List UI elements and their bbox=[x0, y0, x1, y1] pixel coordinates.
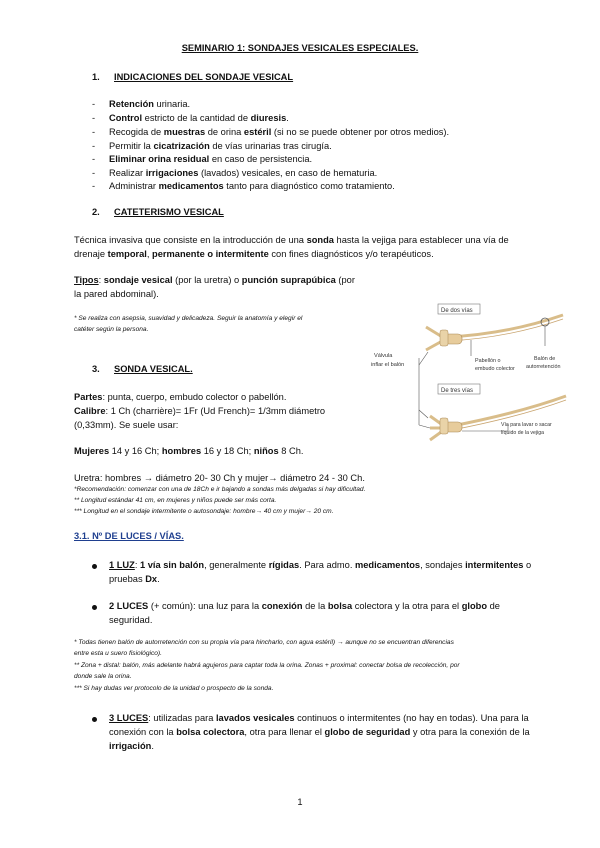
section-1-heading bbox=[92, 72, 293, 82]
list-item: - Control estricto de la cantidad de diuresis. bbox=[92, 113, 289, 123]
text-run: (si no se puede obtener por otros medios). bbox=[271, 127, 450, 137]
text-run: permanente o intermitente bbox=[152, 249, 269, 259]
partes-line bbox=[74, 390, 286, 404]
text-run: : bbox=[98, 275, 104, 285]
pavilion-label: Pabellón o bbox=[475, 358, 501, 364]
balloon-label: Balón de bbox=[534, 356, 556, 362]
text-run: irrigaciones bbox=[145, 168, 199, 178]
text-run: cicatrización bbox=[153, 141, 210, 151]
bullet-dot bbox=[92, 717, 97, 722]
text-run: 16 y 18 Ch; bbox=[201, 446, 254, 456]
text-run: 8 Ch. bbox=[278, 446, 304, 456]
text-run: de bbox=[487, 601, 500, 611]
text-run: niños bbox=[253, 446, 279, 456]
list-item: - Retención urinaria. bbox=[92, 99, 191, 109]
list-item: - Realizar irrigaciones (lavados) vesicales, en caso de hematuria. bbox=[92, 168, 378, 178]
luz1-line bbox=[109, 558, 531, 572]
list-item: - Eliminar orina residual en caso de persistencia. bbox=[92, 154, 313, 164]
tipos-line: la pared abdominal). bbox=[74, 289, 159, 299]
text-run: intermitentes bbox=[465, 560, 524, 570]
text-run: : utilizadas para bbox=[148, 713, 216, 723]
calibre-line: (0,33mm). Se suele usar: bbox=[74, 420, 179, 430]
text-run: estéril bbox=[243, 127, 272, 137]
page-title: SEMINARIO 1: SONDAJES VESICALES ESPECIALES. bbox=[181, 43, 419, 53]
text-run: Partes bbox=[74, 392, 103, 402]
list-item: - Permitir la cicatrización de vías urinarias tras cirugía. bbox=[92, 141, 332, 151]
note: *** Si hay dudas ver protocolo de la unidad o prospecto de la sonda. bbox=[74, 685, 274, 692]
three-way-label: De tres vías bbox=[441, 388, 474, 394]
wash-label-2: líquido de la vejiga bbox=[501, 430, 544, 436]
note: ** Zona + distal: balón, más adelante habrá agujeros para captar toda la orina. Zonas + proximal: conectar bolsa de recolección, por bbox=[74, 662, 460, 669]
page-number: 1 bbox=[297, 797, 303, 807]
note: catéter según la persona. bbox=[74, 326, 149, 333]
balloon-label-2: autorretención bbox=[526, 364, 561, 370]
text-run: Calibre bbox=[74, 406, 106, 416]
text-run: Recogida de bbox=[109, 127, 164, 137]
text-run: . Para admo. bbox=[299, 560, 355, 570]
text-run: Retención bbox=[109, 99, 154, 109]
text-run: , generalmente bbox=[204, 560, 269, 570]
text-run: : bbox=[134, 560, 140, 570]
text-run: rígidas bbox=[268, 560, 300, 570]
text-run: . bbox=[286, 113, 289, 123]
note: ** Longitud estándar 41 cm, en mujeres y niños puede ser más corta. bbox=[74, 497, 277, 504]
text-run: drenaje bbox=[74, 249, 108, 259]
text-run: continuos o intermitentes (no hay en todas). Una para la bbox=[294, 713, 529, 723]
section-2-heading bbox=[92, 207, 224, 217]
text-run: sondaje vesical bbox=[103, 275, 173, 285]
section-3-heading bbox=[92, 364, 193, 374]
text-run: Dx bbox=[145, 574, 158, 584]
subsection-3-1-heading: 3.1. Nº DE LUCES / VÍAS. bbox=[74, 531, 184, 541]
text-run: 2 LUCES bbox=[109, 601, 149, 611]
text-run: globo bbox=[461, 601, 488, 611]
text-run: de vías urinarias tras cirugía. bbox=[209, 141, 332, 151]
sizes-line bbox=[74, 444, 303, 458]
text-run: (por bbox=[335, 275, 355, 285]
text-run: Tipos bbox=[74, 275, 99, 285]
text-run: conexión bbox=[261, 601, 303, 611]
paragraph-line bbox=[74, 247, 434, 261]
text-run: medicamentos bbox=[158, 181, 224, 191]
calibre-line bbox=[74, 404, 325, 418]
text-run: conexión con la bbox=[109, 727, 177, 737]
text-run: Eliminar orina residual bbox=[109, 154, 210, 164]
uretra-line: Uretra: hombres → diámetro 20- 30 Ch y mujer→ diámetro 24 - 30 Ch. bbox=[74, 473, 365, 483]
luz3-line bbox=[109, 739, 154, 753]
text-run: Mujeres bbox=[74, 446, 110, 456]
text-run: bolsa colectora bbox=[176, 727, 245, 737]
text-run: tanto para diagnóstico como tratamiento. bbox=[223, 181, 395, 191]
section-1-label: INDICACIONES DEL SONDAJE VESICAL bbox=[114, 72, 294, 82]
text-run: lavados vesicales bbox=[215, 713, 295, 723]
text-run: medicamentos bbox=[354, 560, 421, 570]
text-run: Realizar bbox=[109, 168, 146, 178]
text-run: globo de seguridad bbox=[324, 727, 411, 737]
section-3-number: 3. bbox=[92, 364, 100, 374]
text-run: 1 vía sin balón bbox=[140, 560, 205, 570]
valve-label: Válvula bbox=[374, 353, 393, 359]
text-run: colectora y la otra para el bbox=[352, 601, 462, 611]
text-run: temporal bbox=[107, 249, 147, 259]
note: donde sale la orina. bbox=[74, 673, 132, 680]
wash-label: Vía para lavar o sacar bbox=[501, 422, 552, 428]
catheter-figure bbox=[368, 300, 570, 450]
bullet-dot bbox=[92, 564, 97, 569]
text-run: diuresis bbox=[250, 113, 287, 123]
text-run: sonda bbox=[306, 235, 334, 245]
text-run: hombres bbox=[161, 446, 202, 456]
text-run: (+ común): una luz para la bbox=[148, 601, 262, 611]
list-item: - Administrar medicamentos tanto para diagnóstico como tratamiento. bbox=[92, 181, 395, 191]
section-3-label: SONDA VESICAL. bbox=[114, 364, 193, 374]
text-run: estricto de la cantidad de bbox=[142, 113, 251, 123]
tipos-line bbox=[74, 273, 355, 287]
note: * Se realiza con asepsia, suavidad y delicadeza. Seguir la anatomía y elegir el bbox=[74, 315, 303, 322]
bullet-dot bbox=[92, 605, 97, 610]
text-run: (lavados) vesicales, en caso de hematuria. bbox=[198, 168, 378, 178]
text-run: de la bbox=[302, 601, 328, 611]
valve-label-2: inflar el balón bbox=[371, 362, 405, 368]
text-run: Técnica invasiva que consiste en la introducción de una bbox=[74, 235, 307, 245]
text-run: punción suprapúbica bbox=[241, 275, 336, 285]
text-run: hasta la vejiga para establecer una vía de bbox=[333, 235, 509, 245]
text-run: urinaria. bbox=[153, 99, 191, 109]
text-run: pruebas bbox=[109, 574, 146, 584]
note: * Todas tienen balón de autorretención con su propia vía para hincharlo, con agua estéril) → aunque no se encuentran diferencias bbox=[74, 639, 454, 646]
note: *Recomendación: comenzar con una de 18Ch e ir bajando a sondas más delgadas si hay dificultad. bbox=[74, 486, 366, 493]
text-run: (por la uretra) o bbox=[172, 275, 242, 285]
note: *** Longitud en el sondaje intermitente o autosondaje: hombre→ 40 cm y mujer→ 20 cm. bbox=[74, 508, 334, 515]
text-run: : punta, cuerpo, embudo colector o pabellón. bbox=[102, 392, 287, 402]
text-run: , otra para llenar el bbox=[244, 727, 325, 737]
luz2-line bbox=[109, 599, 500, 613]
text-run: irrigación bbox=[109, 741, 152, 751]
text-run: o bbox=[523, 560, 532, 570]
text-run: Permitir la bbox=[109, 141, 154, 151]
list-item: - Recogida de muestras de orina estéril (si no se puede obtener por otros medios). bbox=[92, 127, 450, 137]
text-run: : 1 Ch (charrière)= 1Fr (Ud French)= 1/3mm diámetro bbox=[105, 406, 326, 416]
text-run: . bbox=[151, 741, 154, 751]
text-run: . bbox=[157, 574, 160, 584]
text-run: muestras bbox=[163, 127, 206, 137]
text-run: 3 LUCES bbox=[109, 713, 149, 723]
section-2-label: CATETERISMO VESICAL bbox=[114, 207, 224, 217]
text-run: , bbox=[146, 249, 153, 259]
text-run: , sondajes bbox=[420, 560, 466, 570]
luz2-line: seguridad. bbox=[109, 615, 153, 625]
text-run: en caso de persistencia. bbox=[209, 154, 313, 164]
section-1-number: 1. bbox=[92, 72, 100, 82]
text-run: y otra para la conexión de la bbox=[410, 727, 530, 737]
text-run: 1 LUZ bbox=[109, 560, 135, 570]
text-run: Control bbox=[109, 113, 143, 123]
two-way-label: De dos vías bbox=[441, 308, 473, 314]
note: entre esta u suero fisiológico). bbox=[74, 650, 162, 657]
text-run: de orina bbox=[205, 127, 244, 137]
pavilion-label-2: embudo colector bbox=[475, 366, 515, 372]
text-run: Administrar bbox=[109, 181, 159, 191]
text-run: bolsa bbox=[327, 601, 353, 611]
text-run: con fines diagnósticos y/o terapéuticos. bbox=[268, 249, 434, 259]
paragraph-line bbox=[74, 233, 509, 247]
section-2-number: 2. bbox=[92, 207, 100, 217]
luz3-line bbox=[109, 725, 530, 739]
luz1-line bbox=[109, 572, 160, 586]
text-run: 14 y 16 Ch; bbox=[109, 446, 162, 456]
luz3-line bbox=[109, 711, 529, 725]
